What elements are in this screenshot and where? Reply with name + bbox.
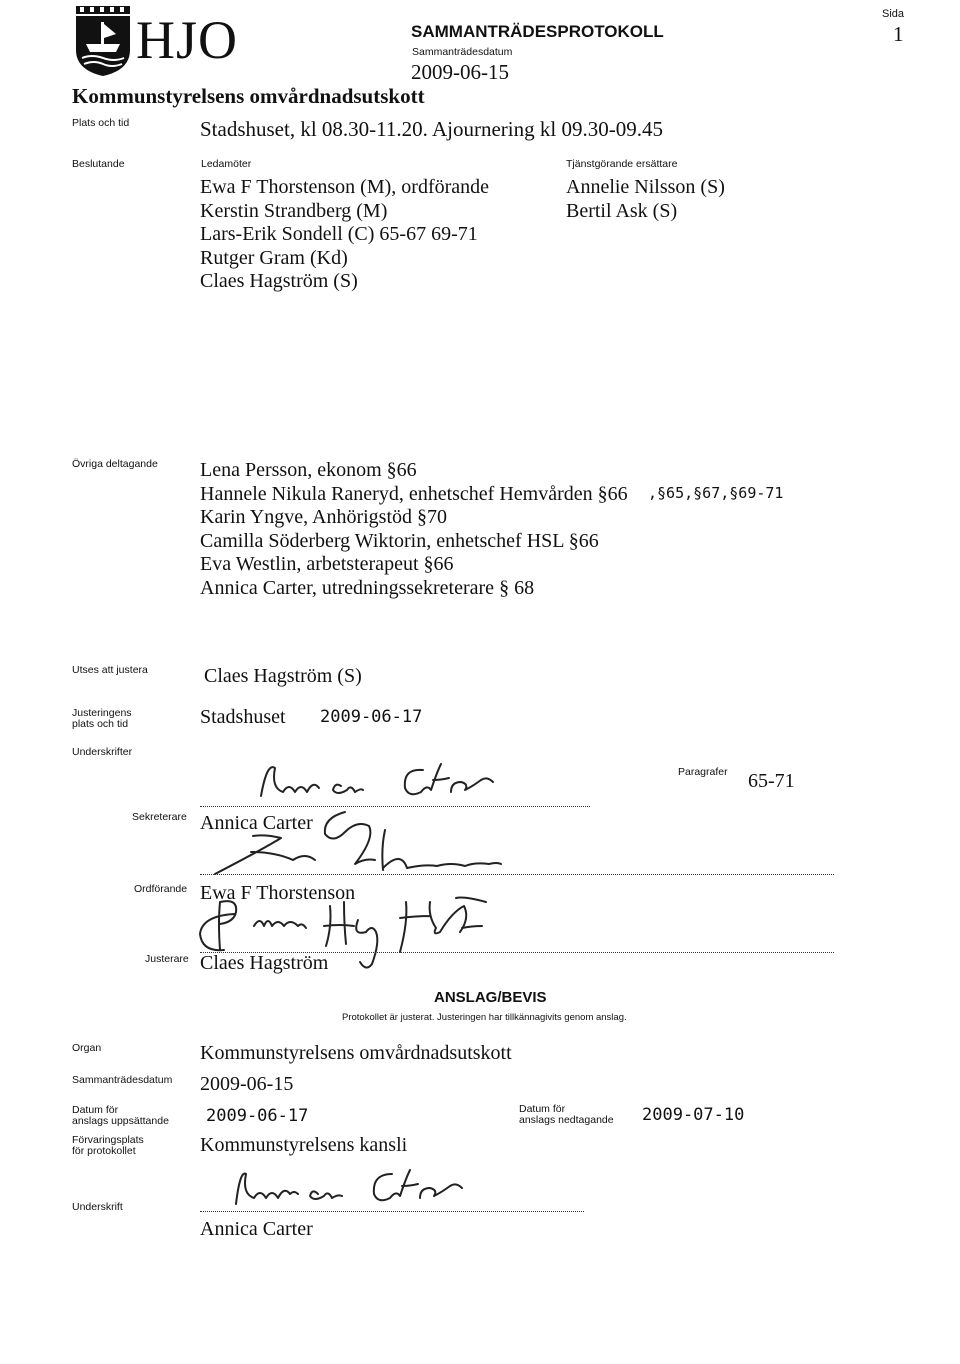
adjust-place-date: 2009-06-17: [320, 707, 423, 727]
substitute: Annelie Nilsson (S): [566, 176, 725, 198]
notice-signature-line: [200, 1211, 584, 1212]
chair-signature: [205, 808, 505, 882]
adjuster-name: Claes Hagström: [200, 952, 329, 974]
page-number: 1: [893, 22, 904, 46]
typed-paragraph-addition: ,§65,§67,§69-71: [648, 484, 784, 502]
member: Kerstin Strandberg (M): [200, 199, 388, 222]
members-list: [200, 176, 489, 294]
adjust-place-label-line: plats och tid: [72, 718, 129, 730]
storage-value: Kommunstyrelsens kansli: [200, 1134, 408, 1156]
place-time-label: Plats och tid: [72, 117, 130, 129]
adjust-place-label: [72, 708, 132, 730]
secretary-label: Sekreterare: [132, 811, 187, 823]
municipality-name: HJO: [136, 10, 239, 70]
participants-list: [200, 459, 628, 600]
adjuster-appointed-value: Claes Hagström (S): [204, 665, 362, 687]
removed-date-value: 2009-07-10: [642, 1105, 745, 1125]
substitutes-label: Tjänstgörande ersättare: [566, 158, 678, 170]
meeting-date-label: Sammanträdesdatum: [412, 46, 513, 58]
participant: Eva Westlin, arbetsterapeut §66: [200, 553, 454, 575]
removed-date-label: [519, 1104, 614, 1126]
participant: Lena Persson, ekonom §66: [200, 459, 417, 481]
participant: Annica Carter, utredningssekreterare § 68: [200, 576, 535, 599]
notice-subtitle: Protokollet är justerat. Justeringen har tillkännagivits genom anslag.: [342, 1012, 627, 1023]
substitutes-list: [566, 176, 725, 223]
organ-value: Kommunstyrelsens omvårdnadsutskott: [200, 1042, 512, 1064]
posted-date-label-line: Datum för: [72, 1104, 119, 1116]
adjuster-label: Justerare: [145, 953, 189, 965]
posted-date-label: [72, 1105, 169, 1127]
notice-date-label: Sammanträdesdatum: [72, 1074, 173, 1086]
secretary-signature: [255, 758, 525, 808]
substitute: Bertil Ask (S): [566, 199, 678, 222]
municipal-coat-of-arms-logo: [72, 4, 134, 78]
chair-signature-line: [200, 874, 834, 875]
members-label: Ledamöter: [201, 158, 252, 170]
page-label: Sida: [882, 8, 905, 20]
adjust-place-value: Stadshuset: [200, 706, 286, 728]
notice-signature: [228, 1164, 488, 1214]
storage-label-line: för protokollet: [72, 1145, 136, 1157]
adjuster-appointed-label: Utses att justera: [72, 664, 148, 676]
participant: Hannele Nikula Raneryd, enhetschef Hemvården §66: [200, 482, 628, 505]
committee-name: Kommunstyrelsens omvårdnadsutskott: [72, 84, 425, 108]
decision-makers-label: Beslutande: [72, 158, 125, 170]
paragraphs-value: 65-71: [748, 770, 795, 792]
adjust-place-label-line: Justeringens: [72, 707, 132, 719]
other-participants-label: Övriga deltagande: [72, 458, 158, 470]
paragraphs-label: Paragrafer: [678, 766, 728, 778]
signature-name: Annica Carter: [200, 1218, 313, 1240]
signatures-label: Underskrifter: [72, 746, 133, 758]
chair-label: Ordförande: [134, 883, 188, 895]
secretary-signature-line: [200, 806, 590, 807]
notice-date-value: 2009-06-15: [200, 1073, 294, 1095]
participant: Karin Yngve, Anhörigstöd §70: [200, 506, 448, 528]
participant: Camilla Söderberg Wiktorin, enhetschef HSL §66: [200, 529, 599, 552]
posted-date-label-line: anslags uppsättande: [72, 1115, 169, 1127]
organ-label: Organ: [72, 1042, 102, 1054]
place-time-value: Stadshuset, kl 08.30-11.20. Ajournering kl 09.30-09.45: [200, 117, 663, 141]
storage-label: [72, 1135, 144, 1157]
document-type-title: SAMMANTRÄDESPROTOKOLL: [411, 22, 664, 41]
posted-date-value: 2009-06-17: [206, 1106, 309, 1126]
removed-date-label-line: anslags nedtagande: [519, 1114, 614, 1126]
storage-label-line: Förvaringsplats: [72, 1134, 144, 1146]
removed-date-label-line: Datum för: [519, 1103, 566, 1115]
signature-label: Underskrift: [72, 1201, 123, 1213]
member: Claes Hagström (S): [200, 270, 358, 292]
member: Rutger Gram (Kd): [200, 246, 348, 269]
meeting-date: 2009-06-15: [411, 60, 509, 84]
member: Lars-Erik Sondell (C) 65-67 69-71: [200, 223, 478, 245]
member: Ewa F Thorstenson (M), ordförande: [200, 176, 490, 198]
secretary-name: Annica Carter: [200, 812, 313, 834]
chair-name: Ewa F Thorstenson: [200, 882, 356, 904]
notice-title: ANSLAG/BEVIS: [434, 989, 547, 1006]
